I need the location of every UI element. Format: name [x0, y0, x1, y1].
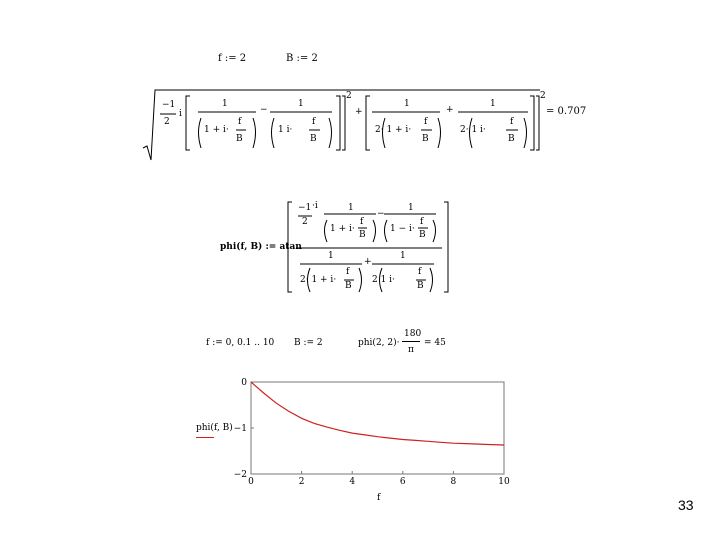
- magnitude-result: = 0.707: [546, 106, 587, 117]
- f-num-c: f: [424, 117, 428, 127]
- x-axis-label: f: [377, 493, 381, 503]
- x-tick-label: 10: [498, 477, 510, 487]
- x-tick-label: 6: [399, 477, 406, 487]
- numerator-one-a: 1: [222, 99, 228, 109]
- phi-B-b: B: [419, 230, 426, 240]
- one-minus-i-a: 1 i·: [278, 125, 293, 135]
- two-one-plus-i: 2· 1 + i·: [375, 125, 412, 135]
- B-assignment-mid: B := 2: [294, 338, 323, 348]
- phi-definition-lines: [0, 180, 720, 300]
- phi-B-c: B: [345, 281, 352, 291]
- B-den-a: B: [236, 134, 243, 144]
- deg-denominator: π: [408, 345, 414, 355]
- phi-one-d: 1: [400, 251, 406, 261]
- magnitude-expression: [0, 0, 720, 170]
- two-one-minus-i: 2· 1 i·: [460, 125, 486, 135]
- y-tick-label: −2: [233, 470, 247, 480]
- phi-f-d: f: [418, 267, 422, 277]
- B-assignment: B := 2: [286, 53, 318, 64]
- two-denominator: 2: [164, 117, 170, 127]
- y-axis-label: phi(f, B): [196, 423, 233, 433]
- phi-minus: −: [377, 209, 385, 219]
- f-assignment: f := 2: [218, 53, 247, 64]
- one-plus-i-a: 1 + i·: [204, 125, 229, 135]
- phi-one-minus-i: 1 − i·: [390, 224, 415, 234]
- phi-definition: [0, 180, 720, 300]
- f-num-a: f: [238, 117, 242, 127]
- minus-sign-a: −: [260, 105, 268, 115]
- page-number: 33: [678, 497, 694, 513]
- x-tick-label: 4: [349, 477, 356, 487]
- phi-plus: +: [364, 257, 372, 267]
- phi-eval-result: = 45: [424, 338, 446, 348]
- phi-eval: phi(2, 2)·: [358, 338, 400, 348]
- square-exponent-a: 2: [346, 91, 352, 101]
- phi-f-b: f: [420, 217, 424, 227]
- phi-two-one-minus-i: 2 1 i·: [372, 275, 395, 285]
- deg-numerator: 180: [404, 329, 422, 339]
- phi-f-a: f: [360, 217, 364, 227]
- magnitude-expression-lines: [0, 0, 720, 170]
- phi-neg-one: −1: [298, 203, 312, 213]
- y-tick-label: 0: [241, 378, 247, 388]
- B-den-c: B: [422, 134, 429, 144]
- f-num-d: f: [510, 117, 514, 127]
- numerator-one-d: 1: [490, 99, 496, 109]
- numerator-one-b: 1: [298, 99, 304, 109]
- phi-two-one-plus-i: 2· 1 + i·: [300, 275, 337, 285]
- phi-i: ·i: [312, 201, 318, 211]
- square-exponent-b: 2: [540, 91, 546, 101]
- phi-f-c: f: [346, 267, 350, 277]
- neg-one-numerator: −1: [162, 100, 176, 110]
- phi-one-plus-i: 1 + i·: [330, 224, 355, 234]
- imag-unit: i: [179, 109, 182, 119]
- legend-line: [196, 437, 214, 438]
- numerator-one-c: 1: [404, 99, 410, 109]
- phi-B-a: B: [359, 230, 366, 240]
- x-tick-label: 0: [248, 477, 254, 487]
- phi-plot-svg: [0, 360, 720, 513]
- phi-one-b: 1: [408, 203, 414, 213]
- B-den-b: B: [310, 134, 317, 144]
- x-tick-label: 2: [298, 477, 305, 487]
- phi-lhs: phi(f, B) := atan: [220, 242, 302, 252]
- f-range: f := 0, 0.1 .. 10: [206, 338, 275, 348]
- f-num-b: f: [312, 117, 316, 127]
- phi-B-d: B: [417, 281, 424, 291]
- plus-sign-b: +: [446, 105, 454, 115]
- x-tick-label: 8: [450, 477, 457, 487]
- phi-one-c: 1: [328, 251, 334, 261]
- series-line: [251, 382, 504, 445]
- phi-one-a: 1: [348, 203, 354, 213]
- plot-frame: [251, 382, 504, 474]
- deg-fraction-bar: [402, 341, 420, 342]
- B-den-d: B: [508, 134, 515, 144]
- plus-sign-a: +: [355, 107, 363, 117]
- phi-plot: [0, 360, 720, 513]
- phi-two: 2: [302, 217, 308, 227]
- y-tick-label: −1: [233, 424, 247, 434]
